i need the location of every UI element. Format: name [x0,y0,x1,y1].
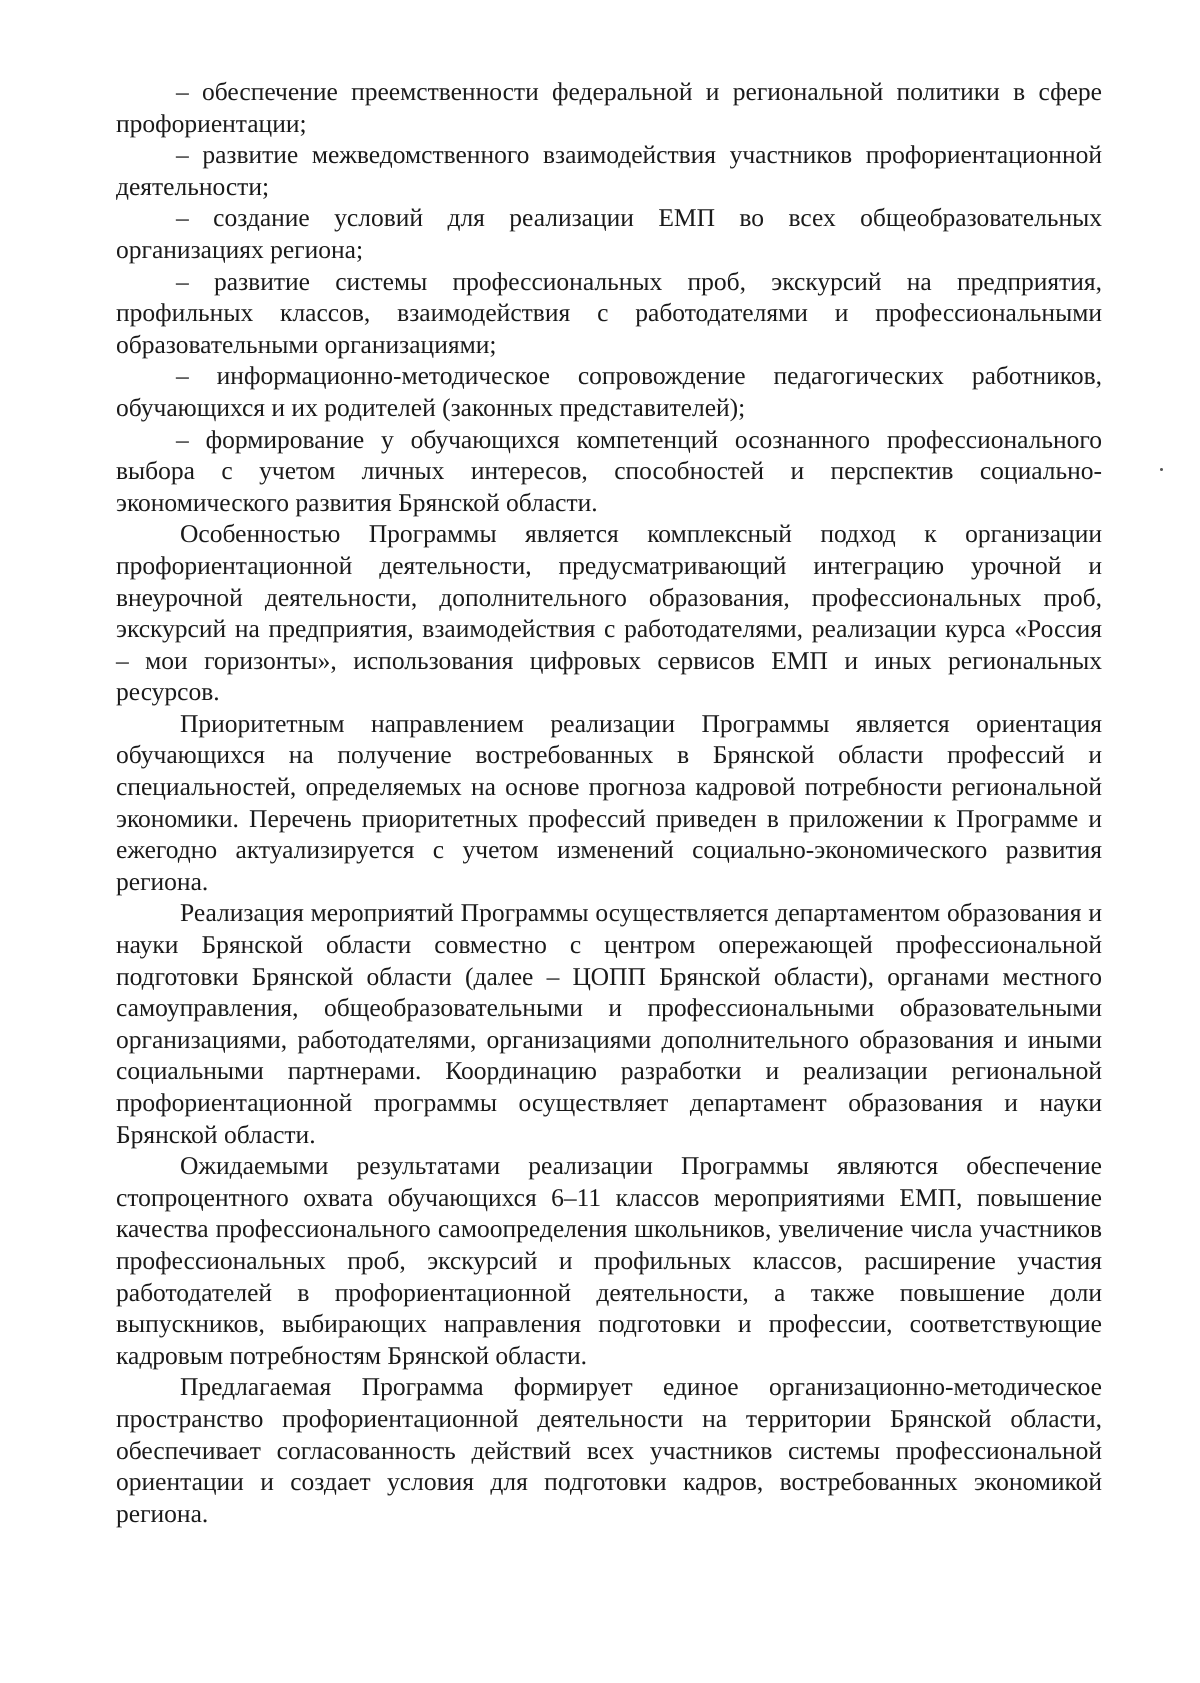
paragraph: Особенностью Программы является комплексный подход к организации профориентационной деятельности, предусматривающий интеграцию урочной и внеурочной деятельности, дополнительного образования, профессиональных проб, экскурсий на предприятия, взаимодействия с работодателями, реализации курса «Россия – мои горизонты», использования цифровых сервисов ЕМП и иных региональных ресурсов. [116,519,1102,707]
list-item: – информационно-методическое сопровождение педагогических работников, обучающихся и их родителей (законных представителей); [116,361,1102,422]
list-item: – создание условий для реализации ЕМП во всех общеобразовательных организациях региона; [116,203,1102,264]
list-item: – формирование у обучающихся компетенций осознанного профессионального выбора с учетом личных интересов, способностей и перспектив социально-экономического развития Брянской области. [116,424,1102,517]
list-item: – обеспечение преемственности федеральной и региональной политики в сфере профориентации; [116,77,1102,138]
paragraph: Предлагаемая Программа формирует единое организационно-методическое пространство профориентационной деятельности на территории Брянской области, обеспечивает согласованность действий всех участников системы профессиональной ориентации и создает условия для подготовки кадров, востребованных экономикой региона. [116,1372,1102,1528]
paragraph: Приоритетным направлением реализации Программы является ориентация обучающихся на получение востребованных в Брянской области профессий и специальностей, определяемых на основе прогноза кадровой потребности региональной экономики. Перечень приоритетных профессий приведен в приложении к Программе и ежегодно актуализируется с учетом изменений социально-экономического развития региона. [116,708,1102,896]
scan-speck [1160,468,1163,471]
list-item: – развитие межведомственного взаимодействия участников профориентационной деятельности; [116,140,1102,201]
paragraph: Реализация мероприятий Программы осуществляется департаментом образования и науки Брянской области совместно с центром опережающей профессиональной подготовки Брянской области (далее – ЦОПП Брянской области), органами местного самоуправления, общеобразовательными и профессиональными образовательными организациями, работодателями, организациями дополнительного образования и иными социальными партнерами. Координацию разработки и реализации региональной профориентационной программы осуществляет департамент образования и науки Брянской области. [116,898,1102,1149]
paragraph: Ожидаемыми результатами реализации Программы являются обеспечение стопроцентного охвата обучающихся 6–11 классов мероприятиями ЕМП, повышение качества профессионального самоопределения школьников, увеличение числа участников профессиональных проб, экскурсий и профильных классов, расширение участия работодателей в профориентационной деятельности, а также повышение доли выпускников, выбирающих направления подготовки и профессии, соответствующие кадровым потребностям Брянской области. [116,1151,1102,1370]
list-item: – развитие системы профессиональных проб, экскурсий на предприятия, профильных классов, взаимодействия с работодателями и профессиональными образовательными организациями; [116,266,1102,359]
document-body [116,76,1102,1529]
